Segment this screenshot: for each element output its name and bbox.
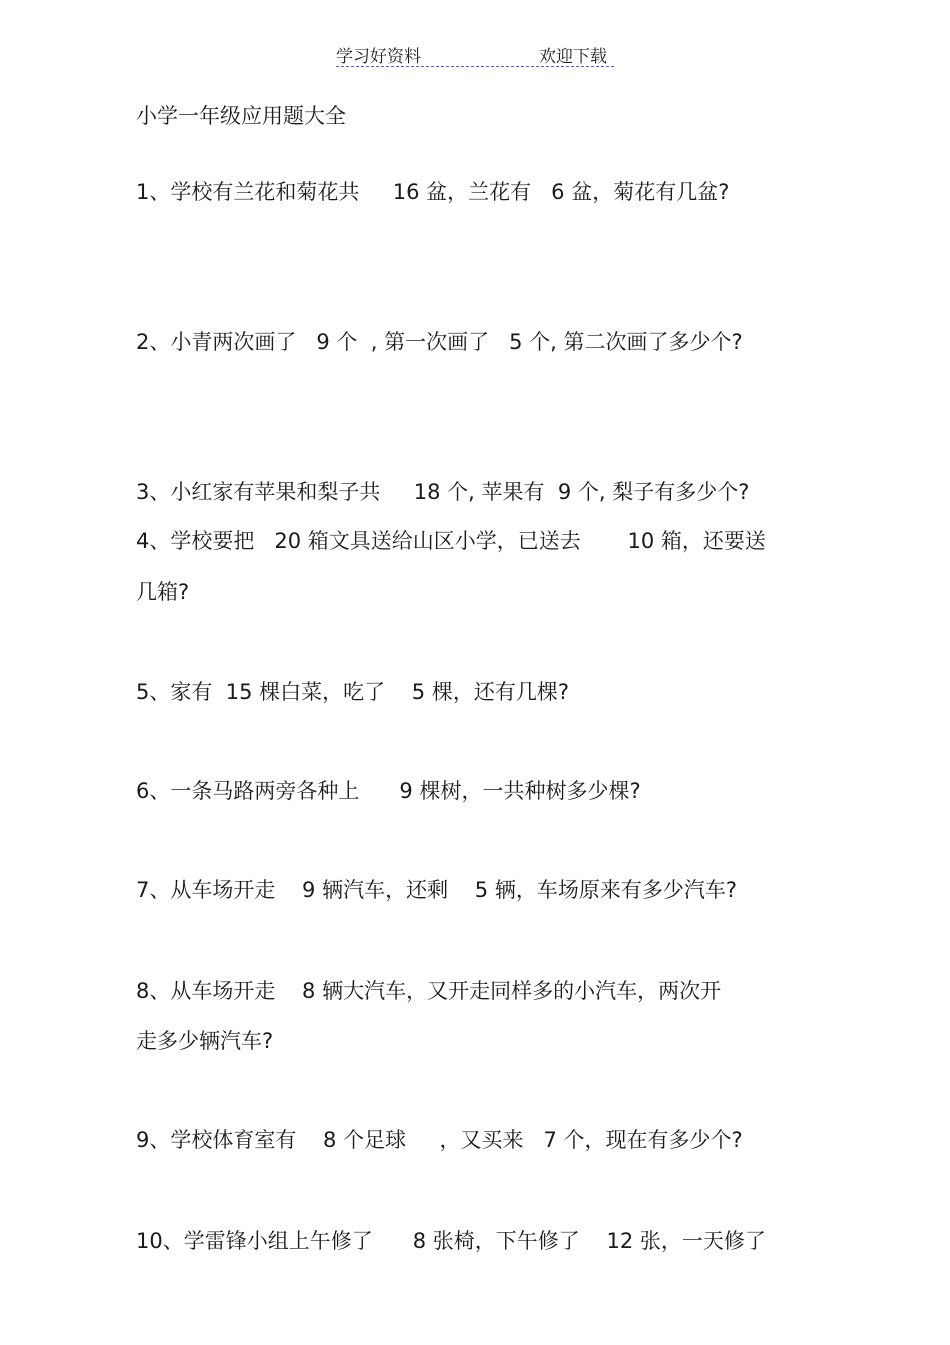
- header-left-text: 学习好资料: [336, 47, 421, 67]
- problem-line: 10、学雷锋小组上午修了 8 张椅，下午修了 12 张，一天修了: [136, 1229, 766, 1253]
- header-right-text: 欢迎下载: [539, 47, 607, 67]
- document-title: 小学一年级应用题大全: [136, 104, 346, 128]
- problem-line: 几箱?: [136, 580, 190, 604]
- problem-line: 走多少辆汽车?: [136, 1029, 274, 1053]
- problem-line: 2、小青两次画了 9 个 , 第一次画了 5 个, 第二次画了多少个?: [136, 330, 743, 354]
- problem-line: 9、学校体育室有 8 个足球 ，又买来 7 个，现在有多少个?: [136, 1128, 743, 1152]
- problem-line: 7、从车场开走 9 辆汽车，还剩 5 辆，车场原来有多少汽车?: [136, 878, 737, 902]
- problem-line: 3、小红家有苹果和梨子共 18 个, 苹果有 9 个, 梨子有多少个?: [136, 480, 750, 504]
- page-header: [336, 40, 614, 67]
- problem-line: 1、学校有兰花和菊花共 16 盆，兰花有 6 盆，菊花有几盆?: [136, 180, 730, 204]
- problem-line: 5、家有 15 棵白菜，吃了 5 棵，还有几棵?: [136, 680, 569, 704]
- problem-line: 8、从车场开走 8 辆大汽车，又开走同样多的小汽车，两次开: [136, 979, 722, 1003]
- problem-line: 4、学校要把 20 箱文具送给山区小学，已送去 10 箱，还要送: [136, 529, 766, 553]
- problem-line: 6、一条马路两旁各种上 9 棵树，一共种树多少棵?: [136, 779, 641, 803]
